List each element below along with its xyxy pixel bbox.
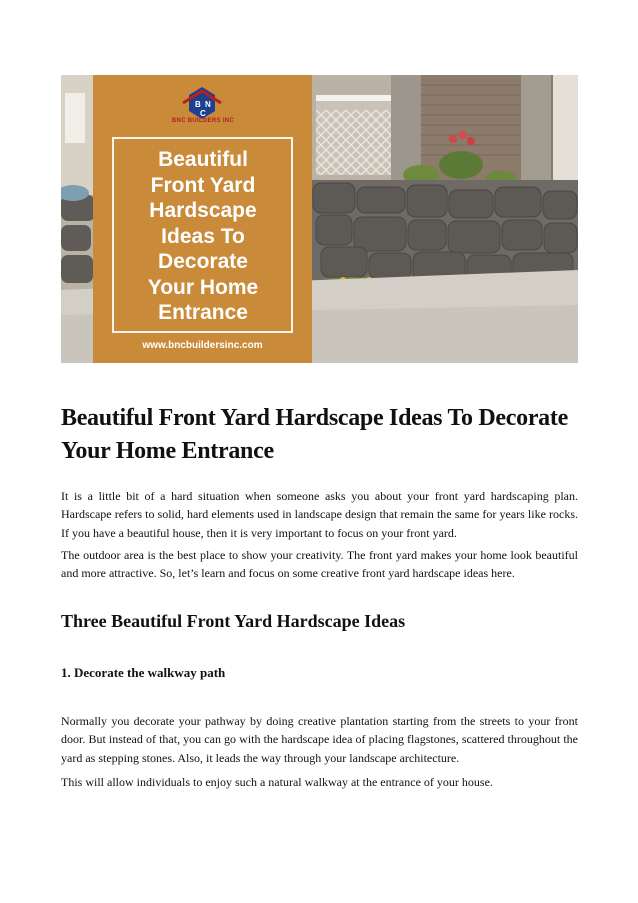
logo-wordmark: BNC BUILDERS INC: [171, 118, 235, 124]
overlay-title: Beautiful Front Yard Hardscape Ideas To Decorate Your Home Entrance: [147, 148, 259, 324]
article-title: Beautiful Front Yard Hardscape Ideas To Decorate Your Home Entrance: [61, 405, 568, 464]
subheading-walkway: 1. Decorate the walkway path: [61, 665, 226, 680]
body-paragraph-2: This will allow individuals to enjoy such a natural walkway at the entrance of your house.: [61, 775, 493, 789]
intro-paragraph-1: It is a little bit of a hard situation when someone asks you about your front yard hardscaping plan. Hardscape refers to solid, hard elements used in landscape design that remain the same for years like rocks. If you have a beautiful house, then it is very important to focus on your front yard.: [61, 489, 578, 540]
body-paragraph-1: Normally you decorate your pathway by doing creative plantation starting from the streets to your front door. But instead of that, you can go with the hardscape idea of placing flagstones, scattered throughout the yard as stepping stones. Also, it leads the way through your landscape architecture.: [61, 714, 578, 765]
intro-paragraph-2: The outdoor area is the best place to show your creativity. The front yard makes your home look beautiful and more attractive. So, let’s learn and focus on some creative front yard hardscape ideas here.: [61, 548, 578, 581]
website-url: www.bncbuildersinc.com: [142, 340, 263, 351]
hero-image: [61, 75, 578, 363]
title-overlay-panel: [93, 75, 312, 363]
logo-letter-c: C: [200, 109, 206, 118]
logo-letter-b: B: [195, 100, 201, 109]
section-heading: Three Beautiful Front Yard Hardscape Ideas: [61, 611, 406, 631]
logo-letter-n: N: [205, 100, 211, 109]
